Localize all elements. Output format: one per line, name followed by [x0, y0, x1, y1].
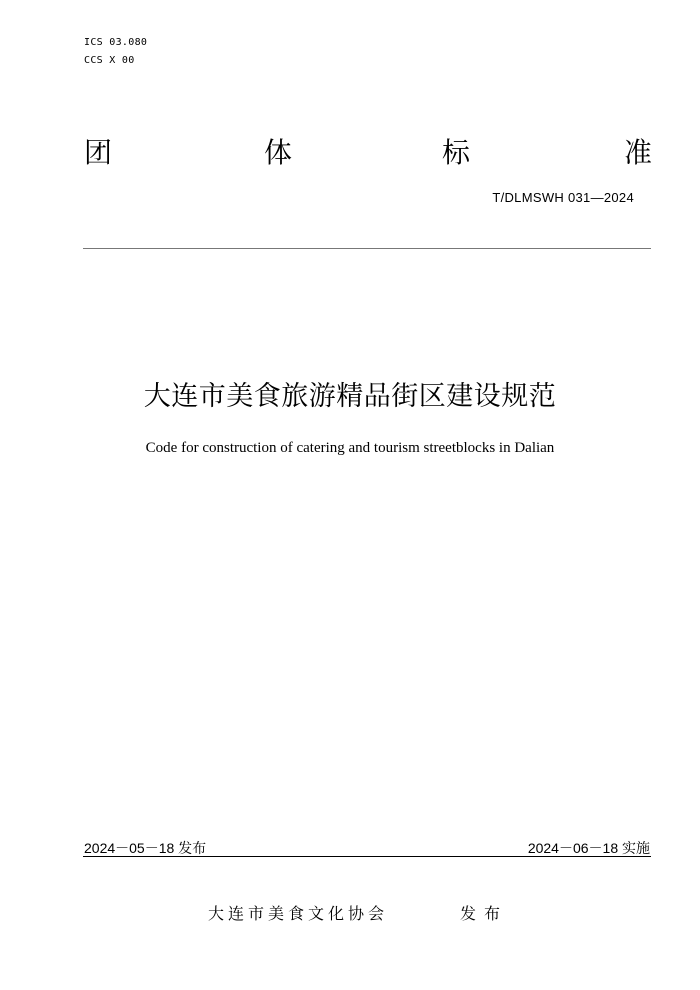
document-type-char: 体: [264, 136, 293, 169]
document-type-char: 准: [624, 136, 653, 169]
publish-label: 发布: [460, 904, 509, 923]
ccs-code: CCS X 00: [84, 55, 135, 66]
document-type-char: 标: [442, 136, 471, 169]
publish-date: 2024－05－18 发布: [84, 840, 207, 856]
implementation-date: 2024－06－18 实施: [527, 840, 650, 856]
document-title-english: Code for construction of catering and tourism streetblocks in Dalian: [145, 440, 555, 456]
ics-code: ICS 03.080: [84, 37, 148, 48]
standard-number: T/DLMSWH 031—2024: [492, 190, 634, 205]
publisher-name: 大连市美食文化协会: [208, 904, 389, 923]
document-type-char: 团: [84, 136, 113, 169]
footer-divider: [83, 856, 651, 857]
header-divider: [83, 248, 651, 249]
document-title-chinese: 大连市美食旅游精品街区建设规范: [143, 381, 557, 412]
